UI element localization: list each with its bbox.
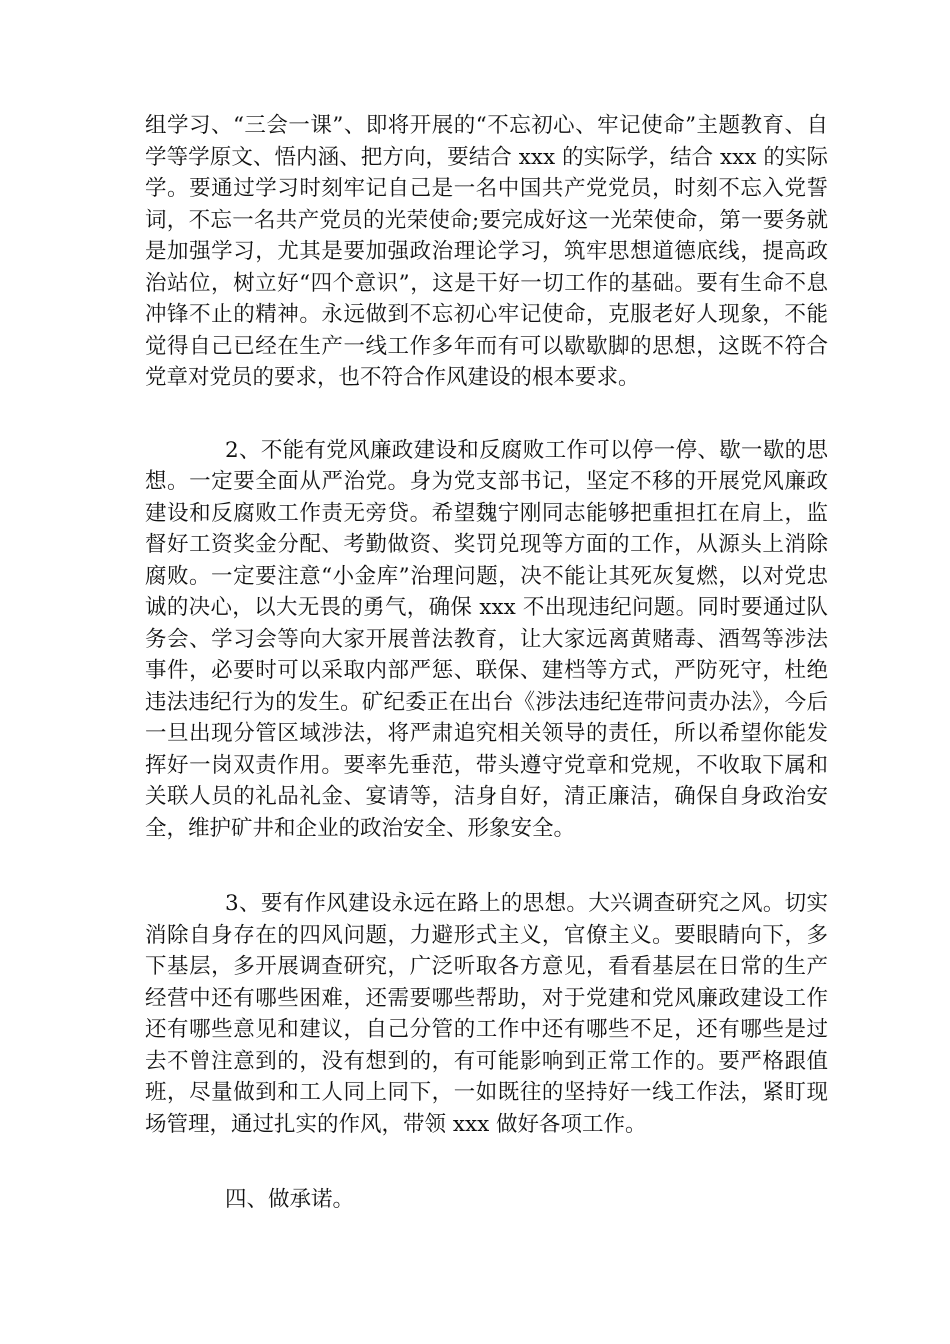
document-page: [145, 110, 828, 1216]
paragraph-study-continuation: 组学习、“三会一课”、即将开展的“不忘初心、牢记使命”主题教育、自学等学原文、悟内涵、把方向，要结合 xxx 的实际学，结合 xxx 的实际学。要通过学习时刻牢记自己是一名中国共产党党员，时刻不忘入党誓词，不忘一名共产党员的光荣使命;要完成好这一光荣使命，第一要务就是加强学习，尤其是要加强政治理论学习，筑牢思想道德底线，提高政治站位，树立好“四个意识”，这是干好一切工作的基础。要有生命不息冲锋不止的精神。永远做到不忘初心牢记使命，克服老好人现象，不能觉得自己已经在生产一线工作多年而有可以歇歇脚的思想，这既不符合党章对党员的要求，也不符合作风建设的根本要求。: [145, 113, 828, 390]
paragraph-point-3: 3、要有作风建设永远在路上的思想。大兴调查研究之风。切实消除自身存在的四风问题，力避形式主义，官僚主义。要眼睛向下，多下基层，多开展调查研究，广泛听取各方意见，看看基层在日常的生产经营中还有哪些困难，还需要哪些帮助，对于党建和党风廉政建设工作还有哪些意见和建议，自己分管的工作中还有哪些不足，还有哪些是过去不曾注意到的，没有想到的，有可能影响到正常工作的。要严格跟值班，尽量做到和工人同上同下，一如既往的坚持好一线工作法，紧盯现场管理，通过扎实的作风，带领 xxx 做好各项工作。: [145, 891, 828, 1137]
section-heading-commitment: 四、做承诺。: [225, 1187, 355, 1212]
paragraph-point-2: 2、不能有党风廉政建设和反腐败工作可以停一停、歇一歇的思想。一定要全面从严治党。身为党支部书记，坚定不移的开展党风廉政建设和反腐败工作责无旁贷。希望魏宁刚同志能够把重担扛在肩上，监督好工资奖金分配、考勤做资、奖罚兑现等方面的工作，从源头上消除腐败。一定要注意“小金库”治理问题，决不能让其死灰复燃，以对党忠诚的决心，以大无畏的勇气，确保 xxx 不出现违纪问题。同时要通过队务会、学习会等向大家开展普法教育，让大家远离黄赌毒、酒驾等涉法事件，必要时可以采取内部严惩、联保、建档等方式，严防死守，杜绝违法违纪行为的发生。矿纪委正在出台《涉法违纪连带问责办法》，今后一旦出现分管区域涉法，将严肃追究相关领导的责任，所以希望你能发挥好一岗双责作用。要率先垂范，带头遵守党章和党规，不收取下属和关联人员的礼品礼金、宴请等，洁身自好，清正廉洁，确保自身政治安全，维护矿井和企业的政治安全、形象安全。: [145, 437, 828, 841]
